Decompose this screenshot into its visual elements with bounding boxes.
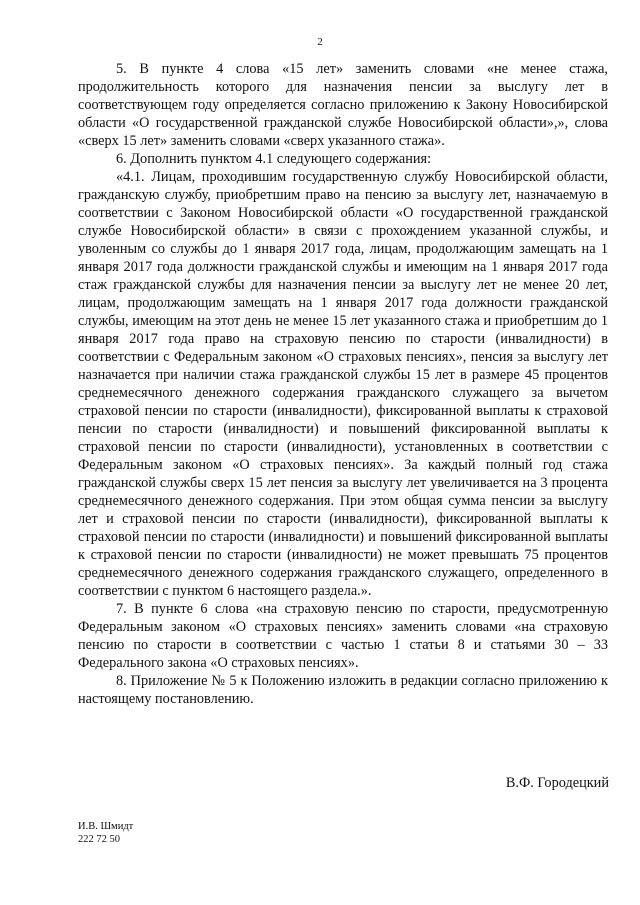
paragraph-item-6: 6. Дополнить пунктом 4.1 следующего содержания: <box>116 151 432 167</box>
paragraph-item-4-1: «4.1. Лицам, проходившим государственную службу Новосибирской области, гражданскую службу, приобретшим право на пенсию за выслугу лет, назначаемую в соответствии с Законом Новосибирской области «О государственной гражданской службе Новосибирской области» в связи с прохождением указанной службы, и уволенным со службы до 1 января 2017 года, лицам, продолжающим замещать на 1 января 2017 года должности гражданской службы и имеющим на 1 января 2017 года стаж гражданской службы для назначения пенсии за выслугу лет не менее 20 лет, лицам, продолжающим замещать на 1 января 2017 года должности гражданской службы, имеющим на этот день не менее 15 лет указанного стажа и приобретшим до 1 января 2017 года право на страховую пенсию по старости (инвалидности) в соответствии с Федеральным законом «О страховых пенсиях», пенсия за выслугу лет назначается при наличии стажа гражданской службы 15 лет в размере 45 процентов среднемесячного денежного содержания гражданского служащего за вычетом страховой пенсии по старости (инвалидности), фиксированной выплаты к страховой пенсии по старости (инвалидности) и повышений фиксированной выплаты к страховой пенсии по старости (инвалидности), установленных в соответствии с Федеральным законом «О страховых пенсиях». За каждый полный год стажа гражданской службы сверх 15 лет пенсия за выслугу лет увеличивается на 3 процента среднемесячного денежного содержания. При этом общая сумма пенсии за выслугу лет и страховой пенсии по старости (инвалидности), фиксированной выплаты к страховой пенсии по старости (инвалидности) и повышений фиксированной выплаты к страховой пенсии по старости (инвалидности) не может превышать 75 процентов среднемесячного денежного содержания гражданского служащего, определенного в соответствии с пунктом 6 настоящего раздела.». <box>78 169 608 599</box>
page-number: 2 <box>317 36 323 48</box>
paragraph-item-7: 7. В пункте 6 слова «на страховую пенсию по старости, предусмотренную Федеральным законом «О страховых пенсиях» заменить словами «на страховую пенсию по старости в соответствии с частью 1 статьи 8 и статьями 30 – 33 Федерального закона «О страховых пенсиях». <box>78 601 608 671</box>
paragraph-item-5: 5. В пункте 4 слова «15 лет» заменить словами «не менее стажа, продолжительность которого для назначения пенсии за выслугу лет в соответствующем году определяется согласно приложению к Закону Новосибирской области «О государственной гражданской службе Новосибирской области»,», слова «сверх 15 лет» заменить словами «сверх указанного стажа». <box>78 61 608 149</box>
document-body <box>78 60 608 708</box>
executor-phone: 222 72 50 <box>78 834 120 845</box>
signatory-name: В.Ф. Городецкий <box>505 775 609 791</box>
executor-name: И.В. Шмидт <box>78 821 134 832</box>
executor-block <box>78 820 133 846</box>
paragraph-item-8: 8. Приложение № 5 к Положению изложить в редакции согласно приложению к настоящему постановлению. <box>78 673 608 707</box>
